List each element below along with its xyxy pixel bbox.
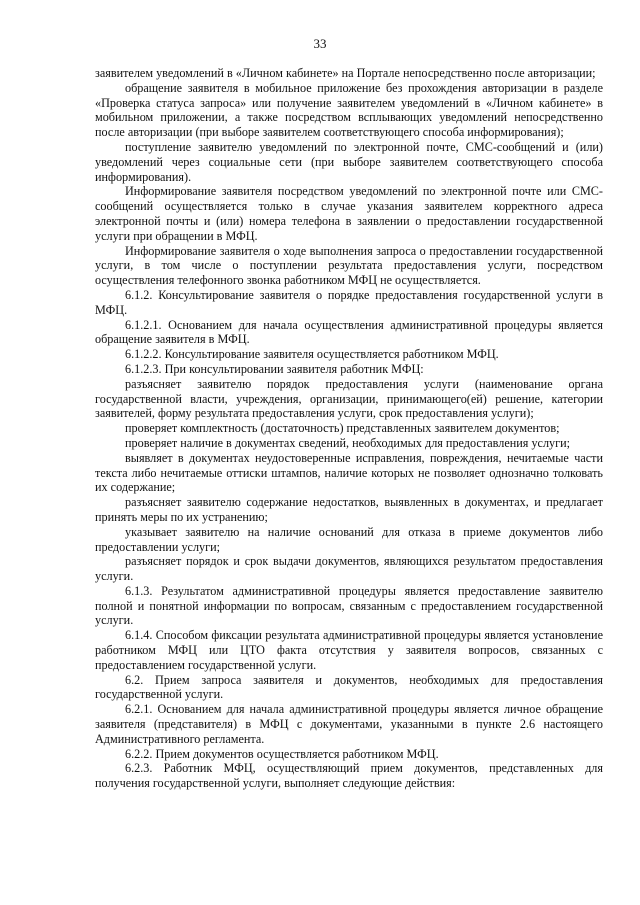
section-heading: 6.2. Прием запроса заявителя и документов, необходимых для предоставления государственной услуги. [95,672,603,702]
section-heading: 6.1.2. Консультирование заявителя о порядке предоставления государственной услуги в МФЦ. [95,287,603,317]
paragraph: 6.2.1. Основанием для начала административной процедуры является личное обращение заявителя (представителя) в МФЦ с документами, указанными в пункте 2.6 настоящего Административного регламента. [95,702,603,746]
list-item: выявляет в документах неудостоверенные исправления, повреждения, нечитаемые части текста либо нечитаемые оттиски штампов, наличие которых не позволяет однозначно толковать их содержание; [95,450,603,495]
list-item: указывает заявителю на наличие оснований для отказа в приеме документов либо предоставлении услуги; [95,524,603,554]
list-item: проверяет комплектность (достаточность) представленных заявителем документов; [125,421,560,436]
document-body [95,66,603,791]
list-item: разъясняет порядок и срок выдачи документов, являющихся результатом предоставления услуги. [95,554,603,584]
paragraph: 6.2.2. Прием документов осуществляется работником МФЦ. [125,746,439,761]
paragraph: обращение заявителя в мобильное приложение без прохождения авторизации в разделе «Проверка статуса запроса» или получение заявителем уведомлений в «Личном кабинете» в мобильном приложении, а также посредством всплывающих уведомлений непосредственно после авторизации (при выборе заявителем соответствующего способа информирования); [95,80,603,140]
paragraph: поступление заявителю уведомлений по электронной почте, СМС-сообщений и (или) уведомлений через социальные сети (при выборе заявителем соответствующего способа информирования). [95,139,603,184]
paragraph: 6.1.2.1. Основанием для начала осуществления административной процедуры является обращение заявителя в МФЦ. [95,317,603,347]
paragraph: 6.1.3. Результатом административной процедуры является предоставление заявителю полной и понятной информации по вопросам, связанным с предоставлением государственной услуги. [95,583,603,628]
paragraph: Информирование заявителя посредством уведомлений по электронной почте или СМС-сообщений осуществляется только в случае указания заявителем корректного адреса электронной почты и (или) номера телефона в заявлении о предоставлении государственной услуги при обращении в МФЦ. [95,184,603,243]
paragraph: 6.1.4. Способом фиксации результата административной процедуры является установление работником МФЦ или ЦТО факта отсутствия у заявителя вопросов, связанных с предоставлением государственной услуги. [95,628,603,672]
paragraph: 6.1.2.2. Консультирование заявителя осуществляется работником МФЦ. [125,347,499,362]
list-item: разъясняет заявителю содержание недостатков, выявленных в документах, и предлагает принять меры по их устранению; [95,495,603,524]
list-item: разъясняет заявителю порядок предоставления услуги (наименование органа государственной власти, учреждения, организации, принимающего(ей) решение, категории заявителей, форму результата предоставления услуги, срок предоставления услуги); [95,376,603,421]
paragraph: Информирование заявителя о ходе выполнения запроса о предоставлении государственной услуги, в том числе о поступлении результата предоставления услуги, посредством осуществления телефонного звонка работником МФЦ не осуществляется. [95,243,603,288]
paragraph: 6.1.2.3. При консультировании заявителя работник МФЦ: [125,361,424,376]
list-item: проверяет наличие в документах сведений, необходимых для предоставления услуги; [125,435,571,450]
paragraph: заявителем уведомлений в «Личном кабинете» на Портале непосредственно после авторизации; [95,66,596,80]
paragraph: 6.2.3. Работник МФЦ, осуществляющий прием документов, представленных для получения государственной услуги, выполняет следующие действия: [95,761,603,791]
page-number: 33 [313,36,327,51]
